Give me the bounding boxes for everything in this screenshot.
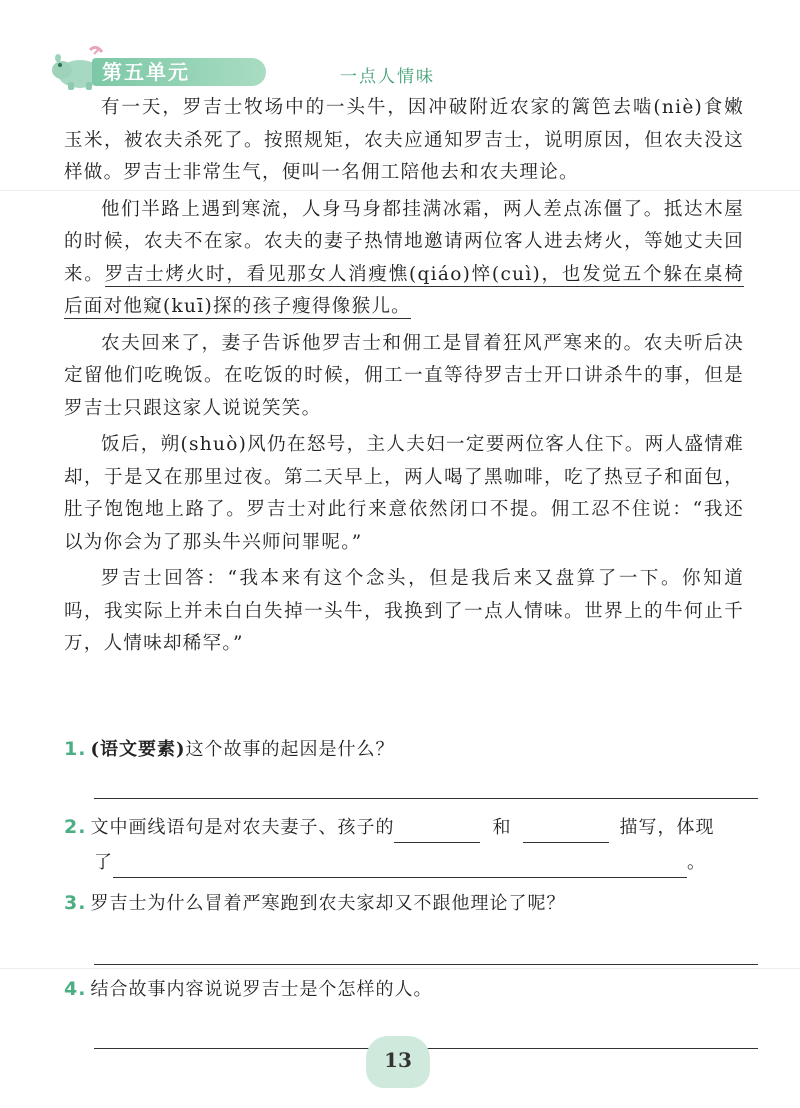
answer-blank[interactable]: [113, 855, 687, 878]
question-number: 1.: [64, 738, 87, 760]
question-section: [64, 734, 744, 1054]
answer-line[interactable]: [94, 798, 758, 799]
question-text: 了: [94, 852, 113, 873]
question-text: 描写，体现: [619, 817, 715, 838]
underlined-sentence: 罗吉士烤火时，看见那女人消瘦憔(qiáo)悴(cuì)，也发觉五个躲在桌椅后面对他窥(kuī)探的孩子瘦得像猴儿。: [64, 263, 744, 317]
unit-label: 第五单元: [102, 60, 190, 84]
question-text: 。: [687, 852, 706, 873]
answer-line[interactable]: [94, 964, 758, 965]
question-2: [64, 812, 744, 848]
answer-blank[interactable]: [394, 820, 480, 843]
question-tag: (语文要素): [90, 739, 186, 760]
question-number: 4.: [64, 978, 87, 1000]
paragraph: 饭后，朔(shuò)风仍在怒号，主人夫妇一定要两位客人住下。两人盛情难却，于是又在那里过夜。第二天早上，两人喝了黑咖啡，吃了热豆子和面包，肚子饱饱地上路了。罗吉士对此行来意依然闭口不提。佣工忍不住说：“我还以为你会为了那头牛兴师问罪呢。”: [64, 434, 744, 553]
paragraph-text: 他们半路上遇到寒流，人身马身都挂满冰霜，两人差点冻僵了。抵达木屋的时候，农夫不在家。农夫的妻子热情地邀请两位客人进去烤火，等她丈夫回来。: [64, 198, 744, 285]
lesson-title: 一点人情味: [340, 67, 435, 87]
question-3: [64, 888, 744, 972]
paragraph: 农夫回来了，妻子告诉他罗吉士和佣工是冒着狂风严寒来的。农夫听后决定留他们吃晚饭。在吃饭的时候，佣工一直等待罗吉士开口讲杀牛的事，但是罗吉士只跟这家人说说笑笑。: [64, 332, 744, 419]
question-number: 3.: [64, 892, 87, 914]
question-text: 和: [492, 817, 512, 838]
paragraph: 有一天，罗吉士牧场中的一头牛，因冲破附近农家的篱笆去啮(niè)食嫩玉米，被农夫杀死了。按照规矩，农夫应通知罗吉士，说明原因，但农夫没这样做。罗吉士非常生气，便叫一名佣工陪他去和农夫理论。: [64, 97, 744, 183]
question-text: 这个故事的起因是什么？: [185, 739, 395, 760]
reading-passage: [64, 92, 744, 665]
question-text: 文中画线语句是对农夫妻子、孩子的: [90, 817, 395, 838]
page-header: [50, 44, 750, 92]
question-number: 2.: [64, 816, 87, 838]
question-text: 罗吉士为什么冒着严寒跑到农夫家却又不跟他理论了呢？: [90, 893, 566, 914]
answer-blank[interactable]: [523, 820, 609, 843]
paragraph: 罗吉士回答：“我本来有这个念头，但是我后来又盘算了一下。你知道吗，我实际上并未白白失掉一头牛，我换到了一点人情味。世界上的牛何止千万，人情味却稀罕。”: [64, 568, 744, 654]
question-2-continued: [64, 848, 744, 884]
paragraph: [64, 194, 744, 324]
question-1: [64, 734, 744, 804]
question-text: 结合故事内容说说罗吉士是个怎样的人。: [90, 979, 433, 1000]
page-number: 13: [384, 1048, 412, 1072]
